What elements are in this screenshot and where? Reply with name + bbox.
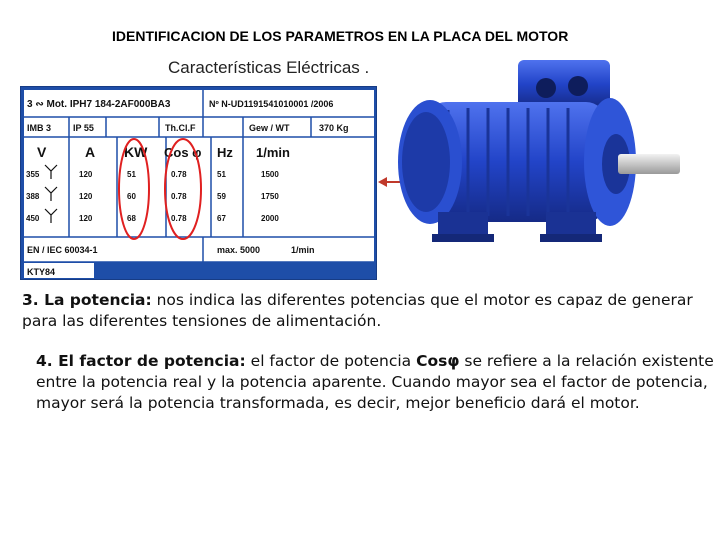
motor-nameplate bbox=[20, 86, 377, 280]
cell-v-3: 450 bbox=[26, 214, 40, 223]
cell-cos-1: 0.78 bbox=[171, 170, 187, 179]
cos-phi-term: Cosφ bbox=[416, 352, 460, 370]
page-heading: IDENTIFICACION DE LOS PARAMETROS EN LA PLACA DEL MOTOR bbox=[112, 28, 569, 44]
plate-sensor: KTY84 bbox=[27, 267, 56, 277]
cell-rpm-1: 1500 bbox=[261, 170, 279, 179]
factor-potencia-label: 4. El factor de potencia: bbox=[36, 352, 246, 370]
cell-v-1: 355 bbox=[26, 170, 40, 179]
header-v: V bbox=[37, 144, 47, 160]
paragraph-factor-potencia bbox=[36, 351, 716, 414]
factor-potencia-text-2: se refiere a la relación existente entre la potencia real y la potencia aparente. Cuando mayor sea el factor de potencia, mayor será la potencia transformada, es decir, mejor beneficio dará el motor. bbox=[36, 352, 714, 412]
plate-max-speed-unit: 1/min bbox=[291, 245, 315, 255]
cell-a-2: 120 bbox=[79, 192, 93, 201]
cell-hz-1: 51 bbox=[217, 170, 226, 179]
page-subheading: Características Eléctricas . bbox=[168, 58, 370, 77]
potencia-text: nos indica las diferentes potencias que el motor es capaz de generar para las diferentes tensiones de alimentación. bbox=[22, 291, 693, 330]
cell-v-2: 388 bbox=[26, 192, 40, 201]
plate-max-speed: max. 5000 bbox=[217, 245, 261, 255]
cell-rpm-3: 2000 bbox=[261, 214, 279, 223]
plate-thermal-class: Th.Cl.F bbox=[165, 123, 196, 133]
header-kw: KW bbox=[124, 144, 148, 160]
cell-cos-2: 0.78 bbox=[171, 192, 187, 201]
plate-model: 3 ∾ Mot. IPH7 184-2AF000BA3 bbox=[27, 99, 171, 110]
cell-kw-1: 51 bbox=[127, 170, 136, 179]
cell-kw-3: 68 bbox=[127, 214, 136, 223]
cell-rpm-2: 1750 bbox=[261, 192, 279, 201]
plate-weight-label: Gew / WT bbox=[249, 123, 290, 133]
header-a: A bbox=[85, 144, 96, 160]
cell-hz-3: 67 bbox=[217, 214, 226, 223]
header-rpm: 1/min bbox=[256, 145, 290, 160]
plate-mounting: IMB 3 bbox=[27, 123, 52, 133]
header-cos: Cos φ bbox=[164, 145, 202, 160]
cell-cos-3: 0.78 bbox=[171, 214, 187, 223]
cell-a-1: 120 bbox=[79, 170, 93, 179]
cell-a-3: 120 bbox=[79, 214, 93, 223]
plate-serial: Nº N-UD1191541010001 /2006 bbox=[209, 99, 334, 109]
header-hz: Hz bbox=[217, 145, 233, 160]
plate-weight: 370 Kg bbox=[319, 123, 349, 133]
electric-motor-image bbox=[378, 52, 684, 267]
cell-hz-2: 59 bbox=[217, 192, 226, 201]
cell-kw-2: 60 bbox=[127, 192, 136, 201]
nameplate-graphic bbox=[21, 87, 378, 281]
plate-protection: IP 55 bbox=[73, 123, 94, 133]
factor-potencia-text-1: el factor de potencia bbox=[245, 352, 417, 370]
plate-standard: EN / IEC 60034-1 bbox=[27, 245, 98, 255]
paragraph-potencia bbox=[22, 290, 712, 332]
potencia-label: 3. La potencia: bbox=[22, 291, 152, 309]
